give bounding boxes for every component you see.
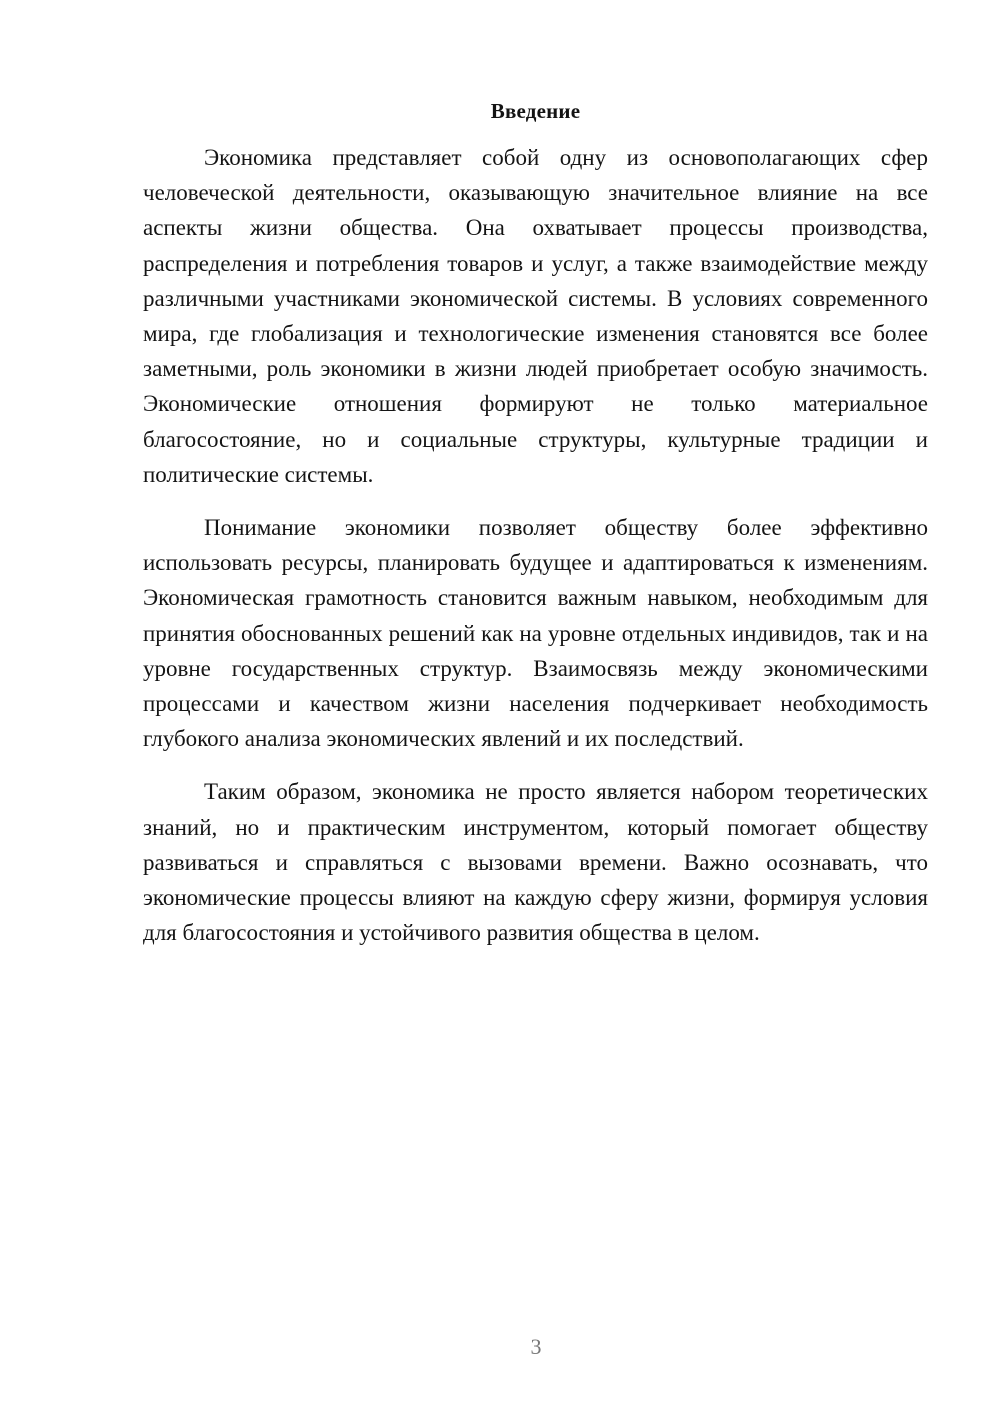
paragraph-3: Таким образом, экономика не просто является набором теоретических знаний, но и практическим инструментом, который помогает обществу развиваться и справляться с вызовами времени. Важно осознавать, что экономические процессы влияют на каждую сферу жизни, формируя условия для благосостояния и устойчивого развития общества в целом. bbox=[143, 779, 928, 946]
page-content bbox=[143, 94, 928, 968]
page-number: 3 bbox=[530, 1334, 542, 1359]
paragraph-1: Экономика представляет собой одну из основополагающих сфер человеческой деятельности, оказывающую значительное влияние на все аспекты жизни общества. Она охватывает процессы производства, распределения и потребления товаров и услуг, а также взаимодействие между различными участниками экономической системы. В условиях современного мира, где глобализация и технологические изменения становятся все более заметными, роль экономики в жизни людей приобретает особую значимость. Экономические отношения формируют не только материальное благосостояние, но и социальные структуры, культурные традиции и политические системы. bbox=[143, 145, 928, 487]
paragraph-2: Понимание экономики позволяет обществу более эффективно использовать ресурсы, планировать будущее и адаптироваться к изменениям. Экономическая грамотность становится важным навыком, необходимым для принятия обоснованных решений как на уровне отдельных индивидов, так и на уровне государственных структур. Взаимосвязь между экономическими процессами и качеством жизни населения подчеркивает необходимость глубокого анализа экономических явлений и их последствий. bbox=[143, 515, 928, 752]
section-heading: Введение bbox=[490, 99, 581, 123]
